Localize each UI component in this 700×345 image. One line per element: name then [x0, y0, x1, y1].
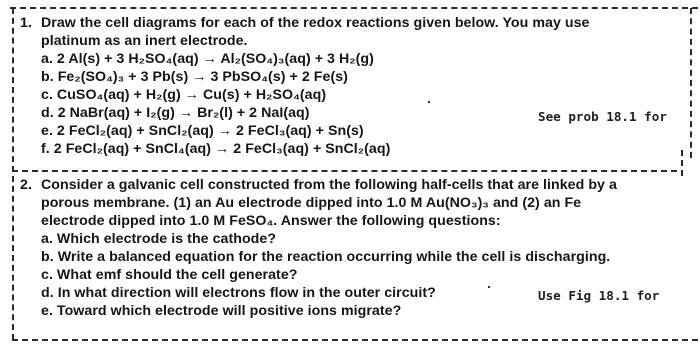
problem-box-top-border: [10, 7, 698, 9]
reaction-f: f. 2 FeCl₂(aq) + SnCl₄(aq) → 2 FeCl₃(aq) + SnCl₂(aq): [41, 141, 391, 157]
question-d: d. In what direction will electrons flow in the outer circuit?: [41, 285, 436, 301]
problem-1-prompt-line-2: platinum as an inert electrode.: [41, 33, 248, 49]
problem-box-bottom-border: [12, 339, 698, 341]
problem-2-prompt-line-3: electrode dipped into 1.0 M FeSO₄. Answer the following questions:: [41, 213, 501, 229]
reaction-d: d. 2 NaBr(aq) + I₂(g) → Br₂(l) + 2 NaI(aq): [41, 105, 310, 121]
problem-2-number: 2.: [20, 177, 32, 193]
problem-2-note: Use Fig 18.1 for: [538, 288, 660, 303]
problem-1-prompt-line-1: Draw the cell diagrams for each of the redox reactions given below. You may use: [41, 15, 590, 31]
reaction-e: e. 2 FeCl₂(aq) + SnCl₂(aq) → 2 FeCl₃(aq) + Sn(s): [41, 123, 364, 139]
reaction-a: a. 2 Al(s) + 3 H₂SO₄(aq) → Al₂(SO₄)₃(aq) + 3 H₂(g): [41, 51, 374, 67]
problem-1-number: 1.: [20, 15, 32, 31]
question-a: a. Which electrode is the cathode?: [41, 231, 277, 247]
reaction-b: b. Fe₂(SO₄)₃ + 3 Pb(s) → 3 PbSO₄(s) + 2 Fe(s): [41, 69, 348, 85]
question-e: e. Toward which electrode will positive ions migrate?: [41, 303, 402, 319]
question-b: b. Write a balanced equation for the reaction occurring while the cell is discharging.: [41, 249, 611, 265]
stray-mark: [488, 286, 490, 288]
question-c: c. What emf should the cell generate?: [41, 267, 298, 283]
margin-divider: [681, 150, 683, 176]
problem-1-note: See prob 18.1 for: [538, 109, 667, 124]
problem-box-left-border: [12, 8, 14, 340]
stray-dot: [428, 101, 430, 103]
problem-separator: [12, 170, 677, 172]
problem-box-right-border: [690, 8, 692, 158]
problem-2-prompt-line-1: Consider a galvanic cell constructed from the following half-cells that are linked by a: [41, 177, 617, 193]
problem-2-prompt-line-2: porous membrane. (1) an Au electrode dipped into 1.0 M Au(NO₃)₃ and (2) an Fe: [41, 195, 582, 211]
reaction-c: c. CuSO₄(aq) + H₂(g) → Cu(s) + H₂SO₄(aq): [41, 87, 327, 103]
